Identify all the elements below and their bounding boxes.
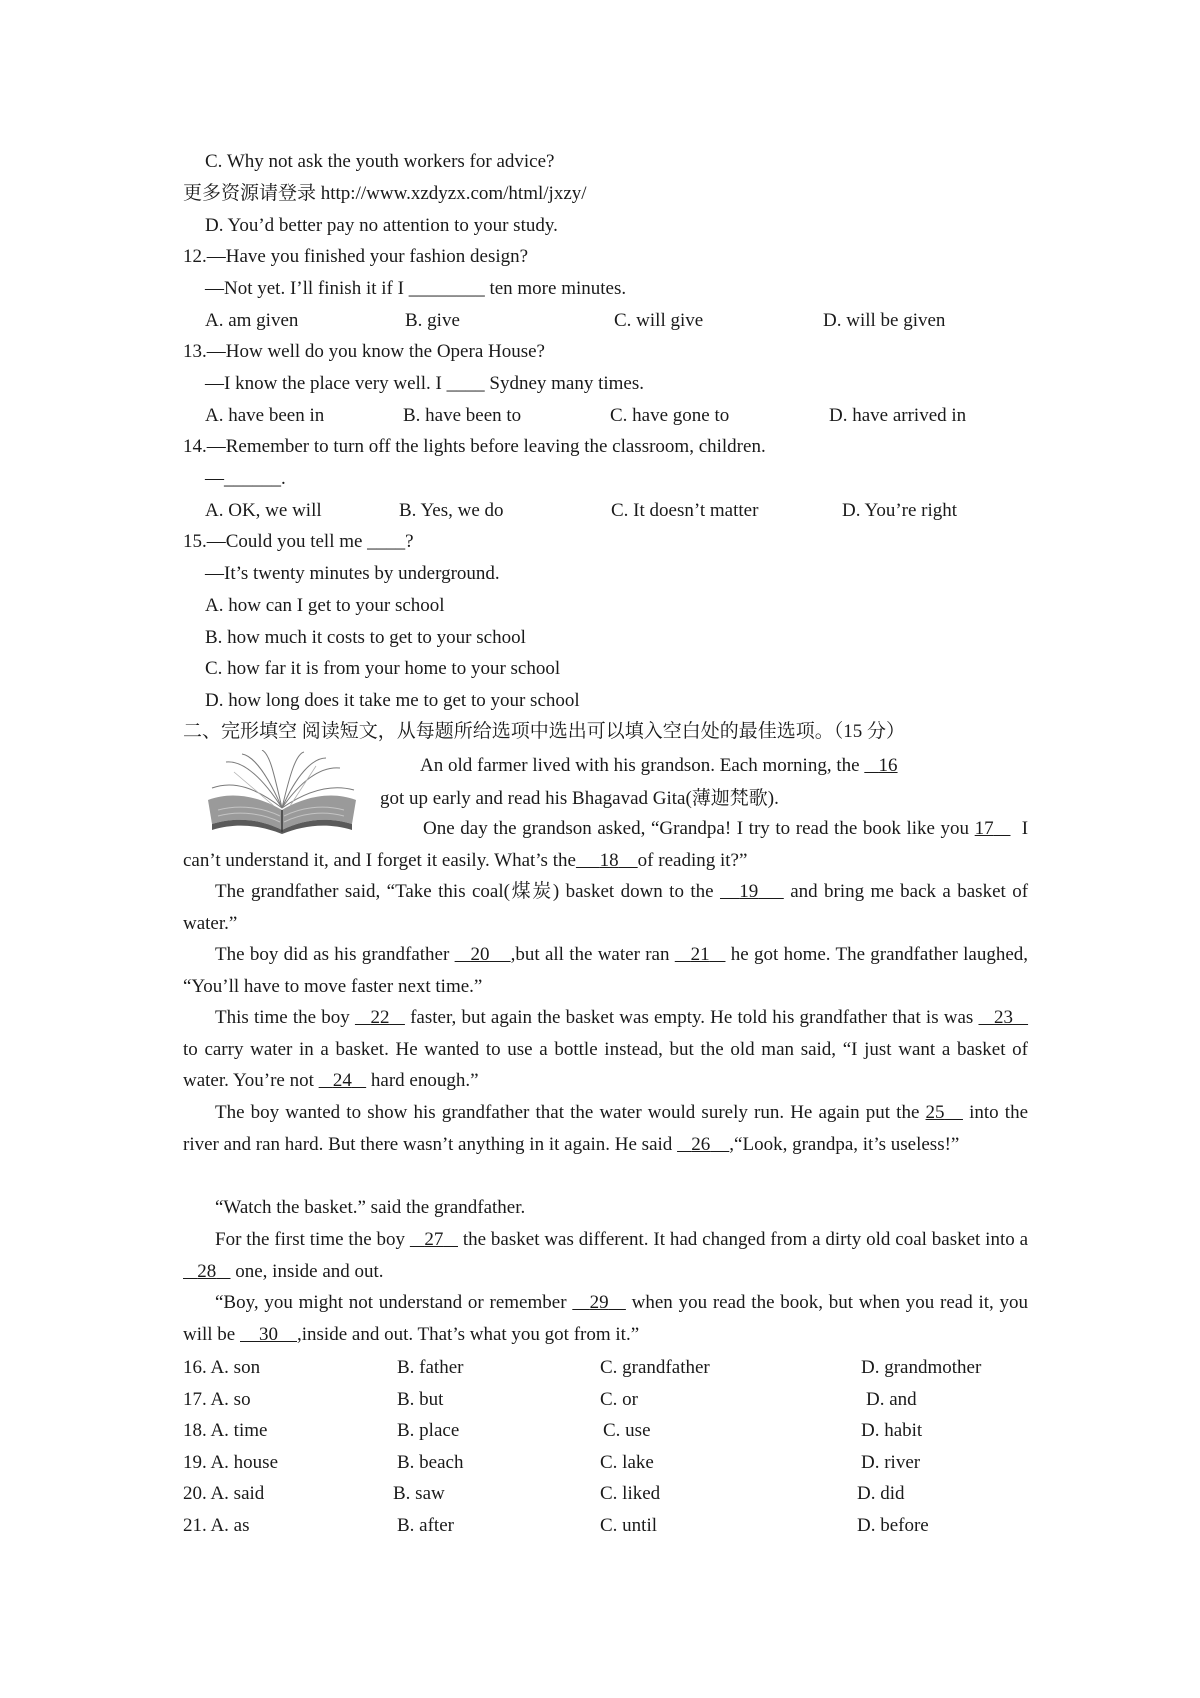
blank-21: 21 [690, 944, 710, 965]
choice-19-c: C. lake [600, 1452, 654, 1473]
q15-option-d: D. how long does it take me to get to your school [205, 690, 580, 711]
passage-paragraph-6: The boy wanted to show his grandfather that the water would surely run. He again put the 25 into the river and ran hard. But there wasn’t anything in it again. He said 26 ,“Look, grandpa, it’s useless!” [183, 1102, 1029, 1155]
choice-16-b: B. father [397, 1357, 464, 1378]
choice-21-a: 21. A. as [183, 1515, 250, 1536]
q15-option-a: A. how can I get to your school [205, 595, 445, 616]
resource-link-text: 更多资源请登录 http://www.xzdyzx.com/html/jxzy/ [183, 183, 587, 204]
choice-18-d: D. habit [861, 1420, 923, 1441]
blank-22: 22 [370, 1007, 390, 1028]
choice-21-c: C. until [600, 1515, 658, 1536]
passage-paragraph-4: The boy did as his grandfather 20 ,but all the water ran 21 he got home. The grandfather laughed, “You’ll have to move faster next time.” [183, 944, 1029, 997]
blank-19: 19 [739, 881, 759, 902]
choice-16-d: D. grandmother [861, 1357, 982, 1378]
q12-option-c: C. will give [614, 310, 704, 331]
choice-18-a: 18. A. time [183, 1420, 268, 1441]
q14-question: 14.—Remember to turn off the lights before leaving the classroom, children. [183, 436, 766, 457]
q12-option-a: A. am given [205, 310, 299, 331]
blank-24: 24 [332, 1070, 352, 1092]
q14-option-d: D. You’re right [842, 500, 958, 521]
blank-25: 25 [925, 1102, 945, 1123]
blank-17: 17 [974, 818, 994, 839]
choice-20-a: 20. A. said [183, 1483, 265, 1504]
q12-option-d: D. will be given [823, 310, 946, 331]
passage-paragraph-2: One day the grandson asked, “Grandpa! I try to read the book like you 17 I can’t understand it, and I forget it easily. What’s the 18 of reading it?” [183, 818, 1029, 871]
passage-paragraph-8: For the first time the boy 27 the basket was different. It had changed from a dirty old coal basket into a 28 one, inside and out. [197, 1229, 1029, 1282]
q11-option-d: D. You’d better pay no attention to your study. [205, 215, 558, 236]
choice-17-d: D. and [866, 1389, 917, 1410]
choice-21-b: B. after [397, 1515, 454, 1536]
blank-29: 29 [589, 1292, 609, 1313]
choice-17-a: 17. A. so [183, 1389, 251, 1410]
choice-17-c: C. or [600, 1389, 638, 1410]
choice-20-c: C. liked [600, 1483, 661, 1504]
blank-26: 26 [691, 1133, 711, 1155]
q11-option-c: C. Why not ask the youth workers for advice? [205, 151, 555, 172]
q13-question: 13.—How well do you know the Opera House? [183, 341, 545, 362]
q13-answer: —I know the place very well. I ____ Sydney many times. [205, 373, 645, 394]
choice-19-d: D. river [861, 1452, 921, 1473]
q13-option-c: C. have gone to [610, 405, 730, 426]
q12-option-b: B. give [405, 310, 460, 331]
blank-28: 28 [197, 1260, 217, 1282]
blank-23: 23 [993, 1007, 1013, 1028]
q14-option-c: C. It doesn’t matter [611, 500, 759, 521]
q12-question: 12.—Have you finished your fashion design? [183, 246, 529, 267]
passage-paragraph-9: “Boy, you might not understand or remember 29 when you read the book, but when you read it, you will be 30 ,inside and out. That’s what you got from it.” [183, 1292, 1029, 1345]
blank-27: 27 [424, 1229, 444, 1250]
blank-16: 16 [878, 755, 898, 776]
q15-option-b: B. how much it costs to get to your school [205, 627, 526, 648]
choice-19-b: B. beach [397, 1452, 464, 1473]
choice-16-c: C. grandfather [600, 1357, 710, 1378]
q14-option-b: B. Yes, we do [399, 500, 504, 521]
blank-20: 20 [470, 944, 490, 965]
choice-19-a: 19. A. house [183, 1452, 278, 1473]
q13-option-b: B. have been to [403, 405, 522, 426]
passage-paragraph-1-cont: got up early and read his Bhagavad Gita(薄迦梵歌). [380, 788, 779, 809]
passage-paragraph-3: The grandfather said, “Take this coal(煤炭) basket down to the 19 and bring me back a basket of water.” [183, 881, 1029, 934]
choice-21-d: D. before [857, 1515, 929, 1536]
q14-option-a: A. OK, we will [205, 500, 322, 521]
q14-answer: —______. [205, 468, 286, 489]
choice-18-b: B. place [397, 1420, 460, 1441]
choice-20-d: D. did [857, 1483, 905, 1504]
choice-18-c: C. use [603, 1420, 651, 1441]
passage-paragraph-5: This time the boy 22 faster, but again the basket was empty. He told his grandfather that is was 23 to carry water in a basket. He wanted to use a bottle instead, but the old man said, “I just want a basket of water. You’re not 24 hard enough.” [183, 1007, 1028, 1092]
q13-option-d: D. have arrived in [829, 405, 967, 426]
passage-paragraph-1: An old farmer lived with his grandson. Each morning, the 16 [420, 755, 898, 776]
choice-16-a: 16. A. son [183, 1357, 261, 1378]
q15-answer: —It’s twenty minutes by underground. [205, 563, 500, 584]
choice-20-b: B. saw [393, 1483, 445, 1504]
q15-option-c: C. how far it is from your home to your school [205, 658, 561, 679]
q13-option-a: A. have been in [205, 405, 325, 426]
q15-question: 15.—Could you tell me ____? [183, 531, 414, 552]
blank-18: 18 [599, 849, 619, 871]
passage-paragraph-7: “Watch the basket.” said the grandfather. [215, 1197, 526, 1218]
blank-30: 30 [259, 1323, 278, 1345]
q12-answer: —Not yet. I’ll finish it if I ________ ten more minutes. [205, 278, 627, 299]
choice-17-b: B. but [397, 1389, 444, 1410]
section-heading: 二、完形填空 阅读短文，从每题所给选项中选出可以填入空白处的最佳选项。（15 分） [183, 721, 906, 742]
